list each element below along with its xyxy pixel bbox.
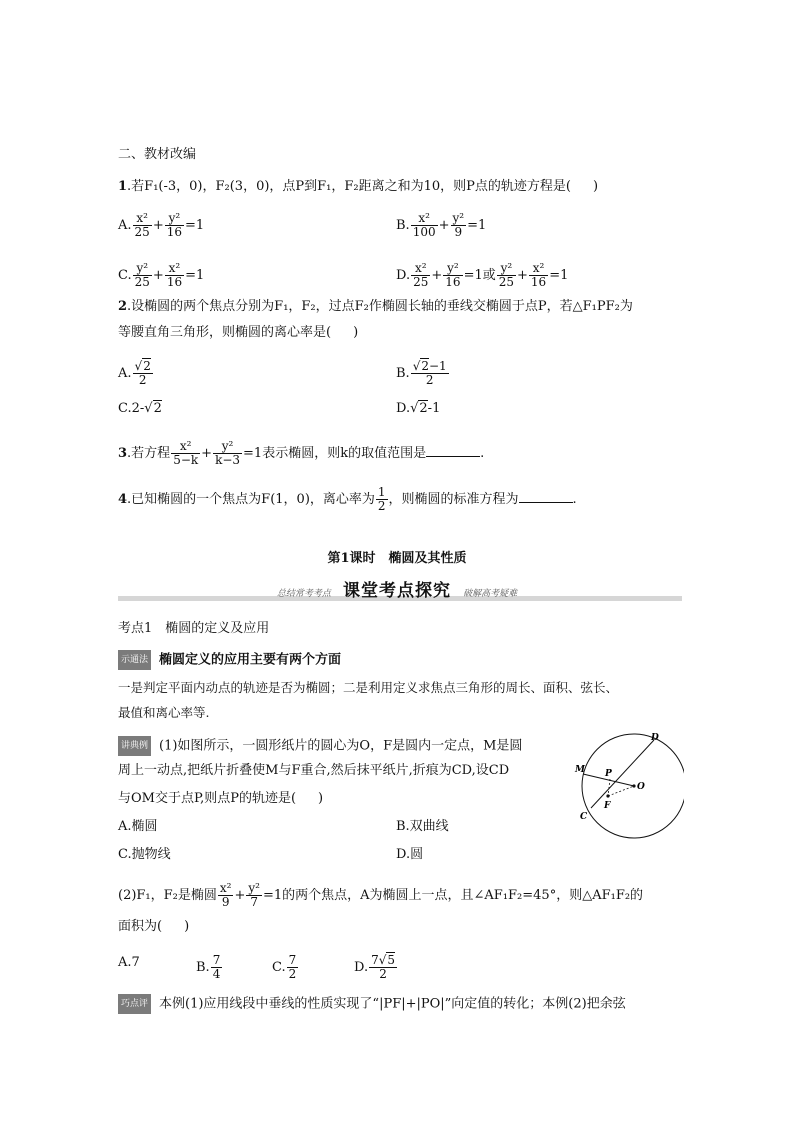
example-line-2: 周上一动点,把纸片折叠使M与F重合,然后抹平纸片,折痕为CD,设CD [118,763,510,778]
option-label: A. [118,218,132,233]
option-c: C.抛物线 [118,847,171,862]
banner [0,576,794,601]
answer-blank[interactable] [426,444,480,457]
method-tag: 示通法 [118,650,151,670]
commentary-tag: 巧点评 [118,994,151,1014]
method-body-2: 最值和离心率等. [118,705,210,720]
method-body-1: 一是判定平面内动点的轨迹是否为椭圆；二是利用定义求焦点三角形的周长、面积、弦长、 [118,680,619,695]
fraction: $\frac{\text{x²}}{25}$ [413,261,429,289]
question-text: .若F₁(-3，0)，F₂(3，0)，点P到F₁，F₂距离之和为10，则P点的轨迹方程是( [127,179,571,194]
option-label: D. [396,268,411,283]
fraction: $\frac{\text{x²}}{16}$ [166,261,183,289]
circle-figure [574,728,684,846]
fraction: $\frac{1}{2}$ [377,485,386,513]
fraction: $\frac{7}{2}$ [288,953,297,981]
label-m: M [575,765,585,775]
fraction: $\frac{\text{y²}}{16}$ [445,261,461,289]
question-number: 4 [118,492,128,507]
commentary: 巧点评 本例(1)应用线段中垂线的性质实现了“|PF|+|PO|”向定值的转化；本例(2)把余弦 [118,994,626,1014]
label-c: C [580,812,588,822]
fraction: $\frac{√2}{2}$ [134,359,151,387]
topic-heading: 考点1 椭圆的定义及应用 [118,621,270,636]
option-b: B.双曲线 [396,819,449,834]
question-number: 2 [118,299,128,314]
label-d: D [651,733,659,743]
fraction: $\frac{7}{4}$ [212,953,221,981]
fraction: $\frac{\text{x²}}{16}$ [530,261,547,289]
option-a [118,360,154,387]
answer-blank[interactable] [519,490,573,503]
option-d: D. $\frac{7√5}{2}$ [354,953,396,981]
fraction: $\frac{7√5}{2}$ [371,953,396,981]
label-p: P [605,769,612,779]
banner-left: 总结常考考点 [276,589,331,599]
method-heading [118,650,341,670]
section-title: 二、教材改编 [118,147,197,162]
option-label: B. [396,366,410,381]
fraction: $\frac{\text{y²}}{9}$ [452,211,465,239]
example-part-2: (2)F₁，F₂是椭圆 $\frac{\text{x²}}{9}$ + $\frac{\text{y²}}{7}$ =1的两个焦点，A为椭圆上一点，且∠AF₁F₂=45°，则△AF₁F₂的 [118,881,644,909]
question-2-stem [118,298,633,316]
option-b [396,360,450,387]
question-3: 3.若方程 $\frac{\text{x²}}{5-k}$ + $\frac{\text{y²}}{k-3}$ =1表示椭圆，则k的取值范围是 . [118,439,485,467]
question-4: 4.已知椭圆的一个焦点为F(1，0)，离心率为 $\frac{1}{2}$ ，则椭圆的标准方程为 . [118,485,577,513]
method-title: 椭圆定义的应用主要有两个方面 [159,652,342,668]
paren-close: ) [592,179,599,194]
question-number: 1 [118,179,128,194]
question-2-stem-line2: 等腰直角三角形，则椭圆的离心率是( ) [118,325,359,340]
segment-fo [608,786,634,796]
option-b: B. $\frac{\text{x²}}{100}$ + $\frac{\text{y²}}{9}$ =1 [396,211,487,239]
lesson-title: 第1课时 椭圆及其性质 [327,551,467,566]
fraction: $\frac{\text{x²}}{25}$ [134,211,150,239]
option-c: C.2-√2 [118,401,162,416]
fraction: $\frac{\text{y²}}{16}$ [166,211,182,239]
fraction: $\frac{\text{y²}}{25}$ [498,261,515,289]
option-label: D. [396,401,411,416]
fraction: $\frac{\text{y²}}{7}$ [248,881,260,909]
label-f: F [604,801,611,811]
option-label: B. [396,218,410,233]
option-label: C.2- [118,401,145,416]
example-tag: 讲典例 [118,736,151,756]
banner-right: 破解高考疑难 [463,589,518,599]
option-c: C. $\frac{7}{2}$ [272,953,297,981]
option-c: C. $\frac{\text{y²}}{25}$ + $\frac{\text{x²}}{16}$ =1 [118,261,205,289]
point-f [606,794,609,797]
fraction: $\frac{\text{y²}}{25}$ [134,261,150,289]
option-a: A. $\frac{\text{x²}}{25}$ + $\frac{\text{y²}}{16}$ =1 [118,211,205,239]
fraction: $\frac{\text{y²}}{k-3}$ [215,439,241,467]
fraction: $\frac{\text{x²}}{5-k}$ [173,439,199,467]
fraction: $\frac{\text{x²}}{100}$ [412,211,436,239]
fraction: $\frac{√2-1}{2}$ [412,359,447,387]
question-number: 3 [118,446,128,461]
label-o: O [637,782,645,792]
example-line-1: 讲典例 (1)如图所示，一圆形纸片的圆心为O，F是圆内一定点，M是圆 [118,736,522,756]
option-d: D. $\frac{\text{x²}}{25}$ + $\frac{\text{y²}}{16}$ =1或 $\frac{\text{y²}}{25}$ + $\frac{\text{x²}}{16}$ =1 [396,261,569,289]
example-line-3: 与OM交于点P,则点P的轨迹是( ) [118,791,324,806]
banner-center: 课堂考点探究 [343,581,451,601]
option-a: A.椭圆 [118,819,158,834]
crease-cd [591,740,654,808]
option-label: A. [118,366,132,381]
example-part-2-line2: 面积为( ) [118,919,190,934]
option-label: C. [118,268,132,283]
option-d: D.圆 [396,847,424,862]
question-text: .设椭圆的两个焦点分别为F₁，F₂，过点F₂作椭圆长轴的垂线交椭圆于点P，若△F₁PF₂为 [127,299,633,314]
option-d: D.√2-1 [396,401,441,416]
fraction: $\frac{\text{x²}}{9}$ [219,881,232,909]
point-o [632,784,635,787]
question-1-stem [118,178,598,196]
option-b: B. $\frac{7}{4}$ [196,953,221,981]
option-a: A.7 [118,955,140,970]
